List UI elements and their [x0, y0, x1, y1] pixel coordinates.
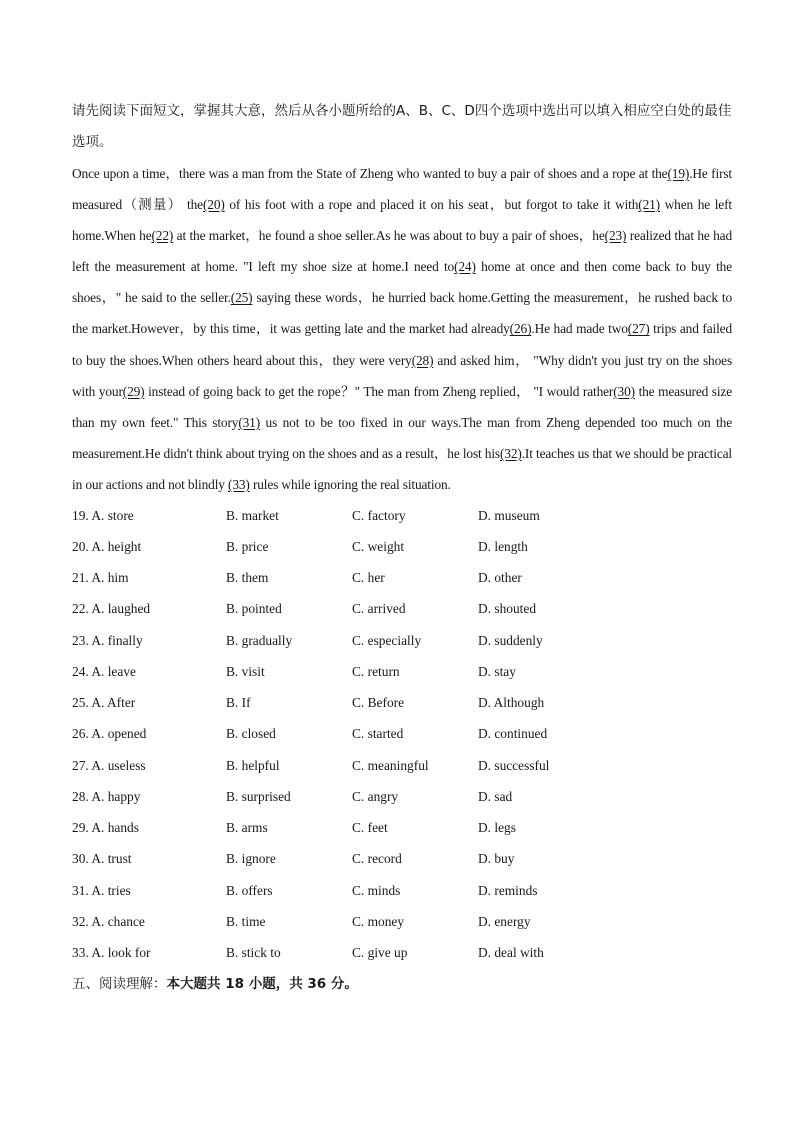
option-b: B. visit	[226, 663, 265, 679]
blank-marker: (31)	[238, 414, 261, 430]
option-a: 30. A. trust	[72, 851, 132, 867]
option-c: C. give up	[352, 945, 408, 961]
question-row	[72, 625, 732, 656]
blank-marker: (25)	[230, 290, 253, 306]
option-b: B. price	[226, 538, 269, 554]
option-d: D. museum	[478, 507, 540, 523]
option-c: C. minds	[352, 882, 401, 898]
blank-marker: (23)	[604, 228, 627, 244]
blank-marker: (20)	[202, 197, 225, 213]
option-a: 26. A. opened	[72, 726, 147, 742]
question-row	[72, 688, 732, 719]
passage-text: of his foot with a rope and placed it on his seat，but forgot to take it with	[224, 197, 639, 213]
option-a: 24. A. leave	[72, 663, 136, 679]
blank-marker: (24)	[454, 259, 476, 275]
option-a: 19. A. store	[72, 507, 134, 523]
option-d: D. suddenly	[478, 632, 543, 648]
option-d: D. legs	[478, 820, 516, 836]
passage-text: home at once and then come back to buy the shoes，" he said to the seller.	[72, 259, 732, 306]
blank-marker: (27)	[627, 321, 650, 337]
passage-text: saying these words，he hurried back home.Getting the measurement，he rushed back to the market.However，by this time，it was getting late and the market had already	[72, 290, 732, 337]
option-b: B. If	[226, 695, 251, 711]
passage-text: trips and failed to buy the shoes.When others heard about this，they were very	[72, 321, 733, 368]
option-d: D. Although	[478, 695, 545, 711]
option-c: C. her	[352, 570, 385, 586]
option-c: C. return	[352, 663, 400, 679]
cloze-passage	[72, 158, 732, 500]
blank-marker: (33)	[228, 476, 250, 492]
option-c: C. especially	[352, 632, 422, 648]
option-d: D. energy	[478, 913, 531, 929]
section-count-label: 本大题共	[166, 975, 221, 992]
option-c: C. meaningful	[352, 757, 429, 773]
option-d: D. sad	[478, 788, 513, 804]
section-question-count: 18	[225, 975, 244, 992]
option-c: C. arrived	[352, 601, 406, 617]
option-d: D. continued	[478, 726, 548, 742]
option-a: 28. A. happy	[72, 788, 141, 804]
option-c: C. record	[352, 851, 402, 867]
passage-text: and asked him， "Why didn't you just try on the shoes with your	[72, 352, 732, 399]
option-a: 25. A. After	[72, 695, 136, 711]
passage-text: when he left home.When he	[72, 197, 732, 244]
option-c: C. weight	[352, 538, 405, 554]
passage-text: Once upon a time，there was a man from the State of Zheng who wanted to buy a pair of shoes and a rope at the	[72, 166, 668, 181]
option-c: C. angry	[352, 788, 399, 804]
option-c: C. feet	[352, 820, 388, 836]
option-b: B. ignore	[226, 851, 276, 867]
option-a: 27. A. useless	[72, 757, 146, 773]
option-a: 22. A. laughed	[72, 601, 151, 617]
option-c: C. factory	[352, 507, 406, 523]
instruction-text: 请先阅读下面短文，掌握其大意，然后从各小题所给的A、B、C、D四个选项中选出可以填入相应空白处的最佳选项。	[72, 103, 732, 150]
option-a: 32. A. chance	[72, 913, 145, 929]
question-row	[72, 906, 732, 937]
option-b: B. surprised	[226, 788, 291, 804]
question-row	[72, 719, 732, 750]
question-row	[72, 844, 732, 875]
passage-text: the measured size than my own feet." This story	[72, 383, 733, 430]
option-b: B. market	[226, 507, 279, 523]
option-c: C. money	[352, 913, 405, 929]
question-row	[72, 500, 732, 531]
blank-marker: (30)	[613, 383, 635, 399]
passage-text: .He first measured（测量） the	[72, 166, 733, 213]
question-options	[72, 500, 732, 969]
question-row	[72, 813, 732, 844]
blank-marker: (22)	[151, 228, 174, 244]
section-points: 36	[307, 975, 327, 992]
question-row	[72, 656, 732, 687]
passage-text: .He had made two	[531, 321, 628, 337]
option-b: B. helpful	[226, 757, 280, 773]
blank-marker: (32)	[499, 445, 522, 461]
option-a: 20. A. height	[72, 538, 142, 554]
option-b: B. arms	[226, 820, 268, 836]
section-suffix: 分。	[330, 975, 358, 992]
option-c: C. started	[352, 726, 404, 742]
option-b: B. time	[226, 913, 266, 929]
option-b: B. pointed	[226, 601, 282, 617]
blank-marker: (28)	[411, 352, 434, 368]
passage-text: us not to be too fixed in our ways.The man from Zheng depended too much on the measurement.He didn't think about trying on the shoes and as a result，he lost his	[72, 414, 732, 461]
option-a: 29. A. hands	[72, 820, 139, 836]
passage-text: .It teaches us that we should be practical in our actions and not blindly	[72, 445, 732, 492]
blank-marker: (19)	[667, 166, 690, 181]
section-heading	[72, 969, 732, 1000]
question-row	[72, 594, 732, 625]
question-row	[72, 531, 732, 562]
option-b: B. closed	[226, 726, 276, 742]
option-d: D. length	[478, 538, 528, 554]
passage-text: rules while ignoring the real situation.	[249, 476, 451, 492]
question-row	[72, 781, 732, 812]
option-d: D. other	[478, 570, 522, 586]
question-row	[72, 938, 732, 969]
option-d: D. deal with	[478, 945, 544, 961]
option-a: 23. A. finally	[72, 632, 143, 648]
option-d: D. reminds	[478, 882, 538, 898]
option-d: D. buy	[478, 851, 515, 867]
option-c: C. Before	[352, 695, 405, 711]
option-a: 21. A. him	[72, 570, 129, 586]
option-d: D. stay	[478, 663, 516, 679]
section-prefix: 五、阅读理解：	[72, 975, 167, 992]
option-b: B. stick to	[226, 945, 281, 961]
passage-text: at the market，he found a shoe seller.As he was about to buy a pair of shoes，he	[173, 228, 605, 244]
option-d: D. shouted	[478, 601, 537, 617]
blank-marker: (26)	[509, 321, 532, 337]
option-b: B. offers	[226, 882, 273, 898]
option-b: B. them	[226, 570, 269, 586]
question-row	[72, 875, 732, 906]
question-row	[72, 750, 732, 781]
blank-marker: (21)	[638, 197, 660, 213]
passage-text: realized that he had left the measurement at home. "I left my shoe size at home.I need to	[72, 228, 732, 275]
blank-marker: (29)	[122, 383, 145, 399]
option-a: 31. A. tries	[72, 882, 131, 898]
document-page	[72, 96, 732, 1000]
option-a: 33. A. look for	[72, 945, 151, 961]
passage-text: instead of going back to get the rope？" The man from Zheng replied， "I would rather	[144, 383, 614, 399]
question-row	[72, 563, 732, 594]
option-b: B. gradually	[226, 632, 293, 648]
option-d: D. successful	[478, 757, 550, 773]
section-mid: 小题，共	[248, 975, 303, 992]
